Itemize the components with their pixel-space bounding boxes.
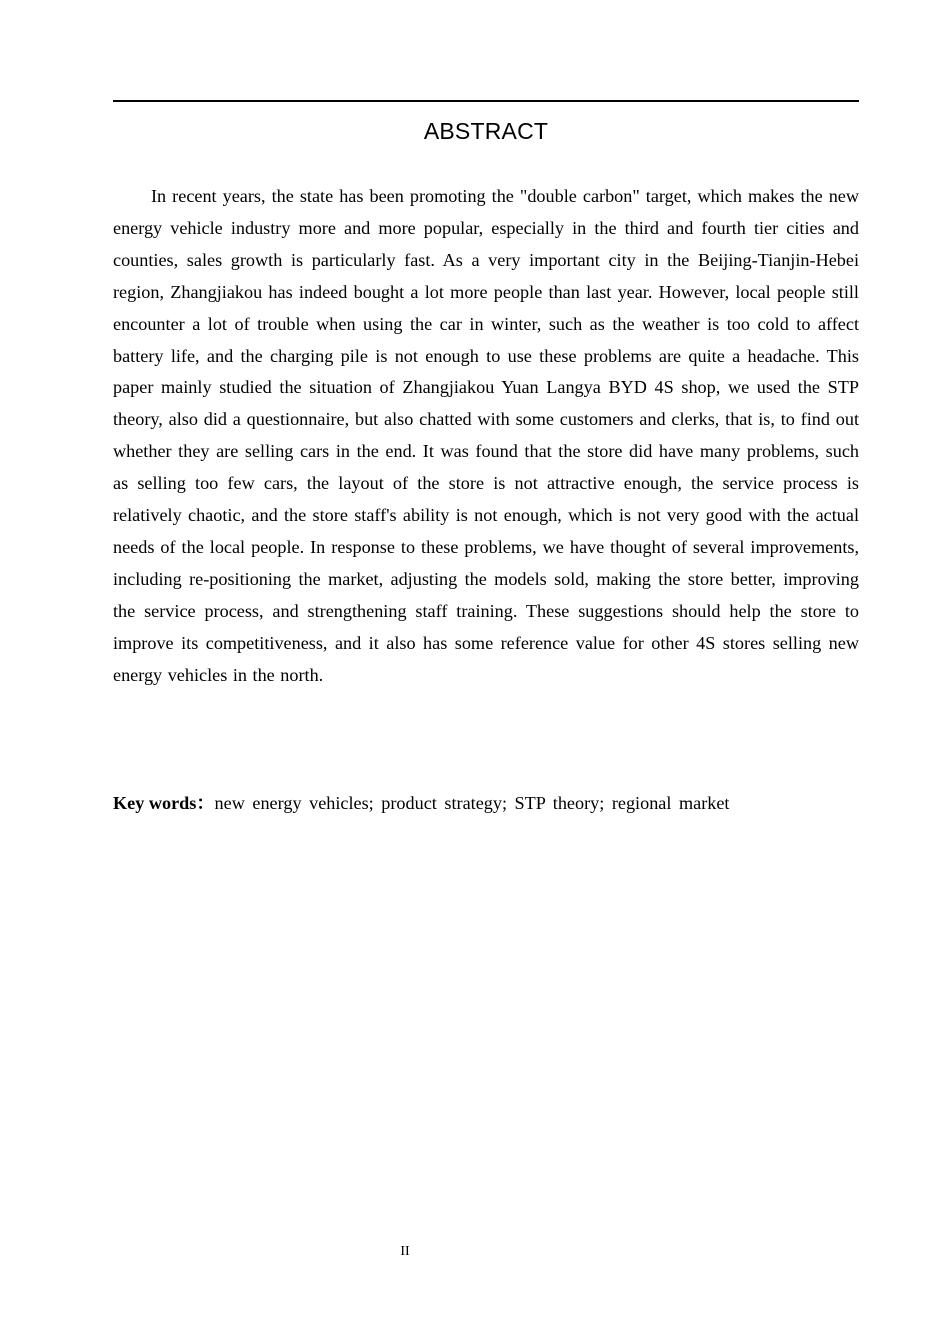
header-rule <box>113 100 859 102</box>
keywords-list: new energy vehicles; product strategy; STP theory; regional market <box>214 793 730 813</box>
abstract-title: ABSTRACT <box>423 118 549 144</box>
keywords-label: Key words： <box>113 793 215 813</box>
page-number: II <box>400 1244 410 1259</box>
keywords-line <box>113 788 859 818</box>
abstract-body: In recent years, the state has been promoting the "double carbon" target, which makes the new energy vehicle industry more and more popular, especially in the third and fourth tier cities and counties, sales growth is particularly fast. As a very important city in the Beijing-Tianjin-Hebei region, Zhangjiakou has indeed bought a lot more people than last year. However, local people still encounter a lot of trouble when using the car in winter, such as the weather is too cold to affect battery life, and the charging pile is not enough to use these problems are quite a headache. This paper mainly studied the situation of Zhangjiakou Yuan Langya BYD 4S shop, we used the STP theory, also did a questionnaire, but also chatted with some customers and clerks, that is, to find out whether they are selling cars in the end. It was found that the store did have many problems, such as selling too few cars, the layout of the store is not attractive enough, the service process is relatively chaotic, and the store staff's ability is not enough, which is not very good with the actual needs of the local people. In response to these problems, we have thought of several improvements, including re-positioning the market, adjusting the models sold, making the store better, improving the service process, and strengthening staff training. These suggestions should help the store to improve its competitiveness, and it also has some reference value for other 4S stores selling new energy vehicles in the north. <box>113 186 859 685</box>
